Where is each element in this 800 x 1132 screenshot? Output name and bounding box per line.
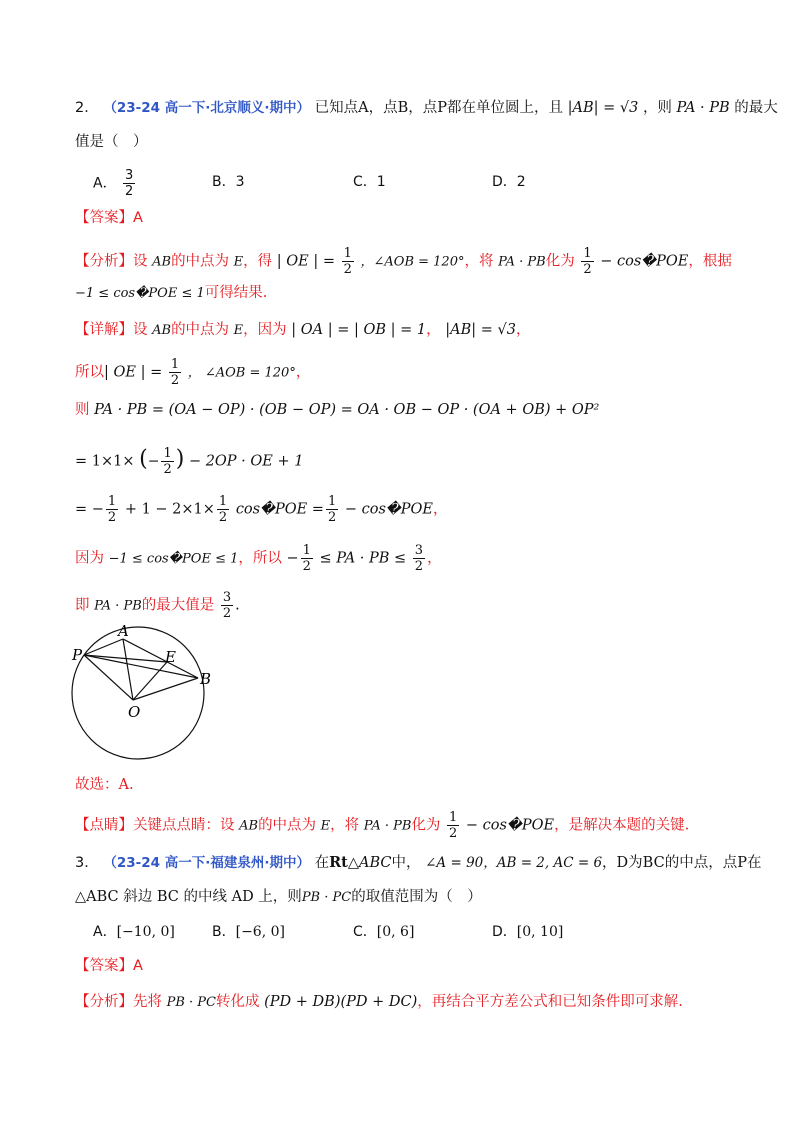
q2-stem-text4: 值是（ ） — [75, 134, 148, 150]
option-label: D． — [492, 924, 517, 940]
fraction: $\frac{1}{2}$ — [343, 246, 352, 277]
q2-vector-expr: PA · PB — [676, 100, 730, 116]
option-value: 1 — [376, 174, 386, 190]
fraction: $\frac{3}{2}$ — [414, 543, 424, 574]
option-label: B． — [212, 174, 236, 190]
q2-option-c[interactable] — [353, 172, 386, 192]
q2-detail-line1: 【详解】设 AB的中点为 E，因为 | OA | = | OB | = 1， |AB| = √3， — [75, 322, 531, 338]
q2-circle-figure — [70, 620, 220, 770]
q2-analysis-line1: 【分析】设 AB的中点为 E，得 | OE | = $\frac{1}{2}$ ，∠AOB = 120°，将 PA · PB化为 $\frac{1}{2}$ − cos�POE，根据 — [75, 246, 732, 277]
fraction: $\frac{1}{2}$ — [302, 543, 311, 574]
fraction: $\frac{1}{2}$ — [583, 246, 592, 277]
option-value: 2 — [516, 174, 526, 190]
option-label: B． — [212, 924, 236, 940]
q2-thus-line: 即 PA · PB的最大值是 $\frac{3}{2}$ . — [75, 590, 240, 621]
q2-comment: 【点睛】关键点点睛：设 AB的中点为 E，将 PA · PB化为 $\frac{1}{2}$ − cos�POE，是解决本题的关键. — [75, 810, 690, 841]
q3-option-d[interactable] — [492, 922, 563, 942]
fraction: $\frac{3}{2}$ — [222, 590, 232, 621]
q2-source: （23-24 高一下·北京顺义·期中） — [103, 100, 310, 116]
q2-equation-3: = − $\frac{1}{2}$ + 1 − 2×1× $\frac{1}{2}$ cos�POE = $\frac{1}{2}$ − cos�POE， — [75, 494, 448, 525]
q2-number: 2． — [75, 100, 99, 116]
q2-analysis-line2: −1 ≤ cos�POE ≤ 1可得结果. — [75, 285, 268, 301]
q3-option-c[interactable] — [353, 922, 414, 942]
q3-answer: 【答案】A — [75, 958, 143, 974]
fraction: $\frac{1}{2}$ — [327, 494, 337, 525]
q2-abs-ab: |AB| = √3 — [567, 100, 639, 116]
q3-stem-line1: 3． （23-24 高一下·福建泉州·期中） 在Rt△ABC中， ∠A = 90，AB = 2, AC = 6，D为BC的中点，点P在 — [75, 854, 762, 871]
q2-option-d[interactable] — [492, 172, 526, 192]
q2-stem-line1 — [75, 98, 778, 118]
option-label: A． — [93, 175, 117, 192]
option-label: C． — [353, 174, 377, 190]
fraction: $\frac{1}{2}$ — [449, 810, 458, 841]
q2-stem-text2: ，则 — [642, 100, 672, 116]
q3-number: 3． — [75, 855, 99, 871]
q3-option-b[interactable] — [212, 922, 285, 942]
segment-pb — [84, 655, 198, 678]
segment-po — [84, 655, 133, 700]
fraction: $\frac{1}{2}$ — [218, 494, 228, 525]
q3-stem-line2: △ABC 斜边 BC 的中线 AD 上，则PB · PC的取值范围为（ ） — [75, 889, 482, 905]
option-value: [−10, 0] — [116, 924, 175, 940]
q2-equation-2: = 1×1× (− $\frac{1}{2}$ ) − 2OP · OE + 1 — [75, 446, 304, 477]
option-label: A． — [93, 924, 117, 940]
fraction: $\frac{1}{2}$ — [107, 494, 117, 525]
label-b: B — [200, 670, 212, 688]
label-p: P — [72, 646, 83, 664]
label-e: E — [165, 648, 176, 666]
q2-stem-line2 — [75, 132, 148, 152]
option-label: D． — [492, 174, 517, 190]
option-value: 3 — [235, 174, 245, 190]
q2-because-line: 因为 −1 ≤ cos�POE ≤ 1，所以 − $\frac{1}{2}$ ≤ PA · PB ≤ $\frac{3}{2}$ ， — [75, 543, 442, 574]
segment-ao — [123, 639, 133, 700]
label-a: A — [118, 622, 129, 640]
option-value: [0, 10] — [516, 924, 564, 940]
fraction: $\frac{3}{2}$ — [125, 168, 134, 199]
q2-detail-line2: 所以| OE | = $\frac{1}{2}$ ， ∠AOB = 120°， — [75, 357, 311, 388]
option-value: [−6, 0] — [235, 924, 285, 940]
segment-ab — [123, 639, 198, 678]
label-o: O — [128, 703, 141, 721]
q2-equation-1: 则 PA · PB = (OA − OP) · (OB − OP) = OA · OB − OP · (OA + OB) + OP² — [75, 402, 600, 418]
q2-answer: 【答案】A — [75, 210, 143, 226]
q2-option-b[interactable] — [212, 172, 245, 192]
fraction: $\frac{1}{2}$ — [163, 446, 172, 477]
q2-stem-text: 已知点A，点B，点P都在单位圆上，且 — [314, 100, 563, 116]
q2-option-a[interactable] — [93, 168, 137, 199]
option-value: [0, 6] — [376, 924, 415, 940]
q2-stem-text3: 的最大 — [734, 100, 778, 116]
q2-choose: 故选：A. — [75, 777, 134, 793]
q3-analysis: 【分析】先将 PB · PC转化成 (PD + DB)(PD + DC)，再结合平方差公式和已知条件即可求解. — [75, 994, 683, 1010]
q3-option-a[interactable] — [93, 922, 175, 942]
q3-source: （23-24 高一下·福建泉州·期中） — [103, 855, 310, 871]
fraction: $\frac{1}{2}$ — [170, 357, 180, 388]
option-label: C． — [353, 924, 377, 940]
